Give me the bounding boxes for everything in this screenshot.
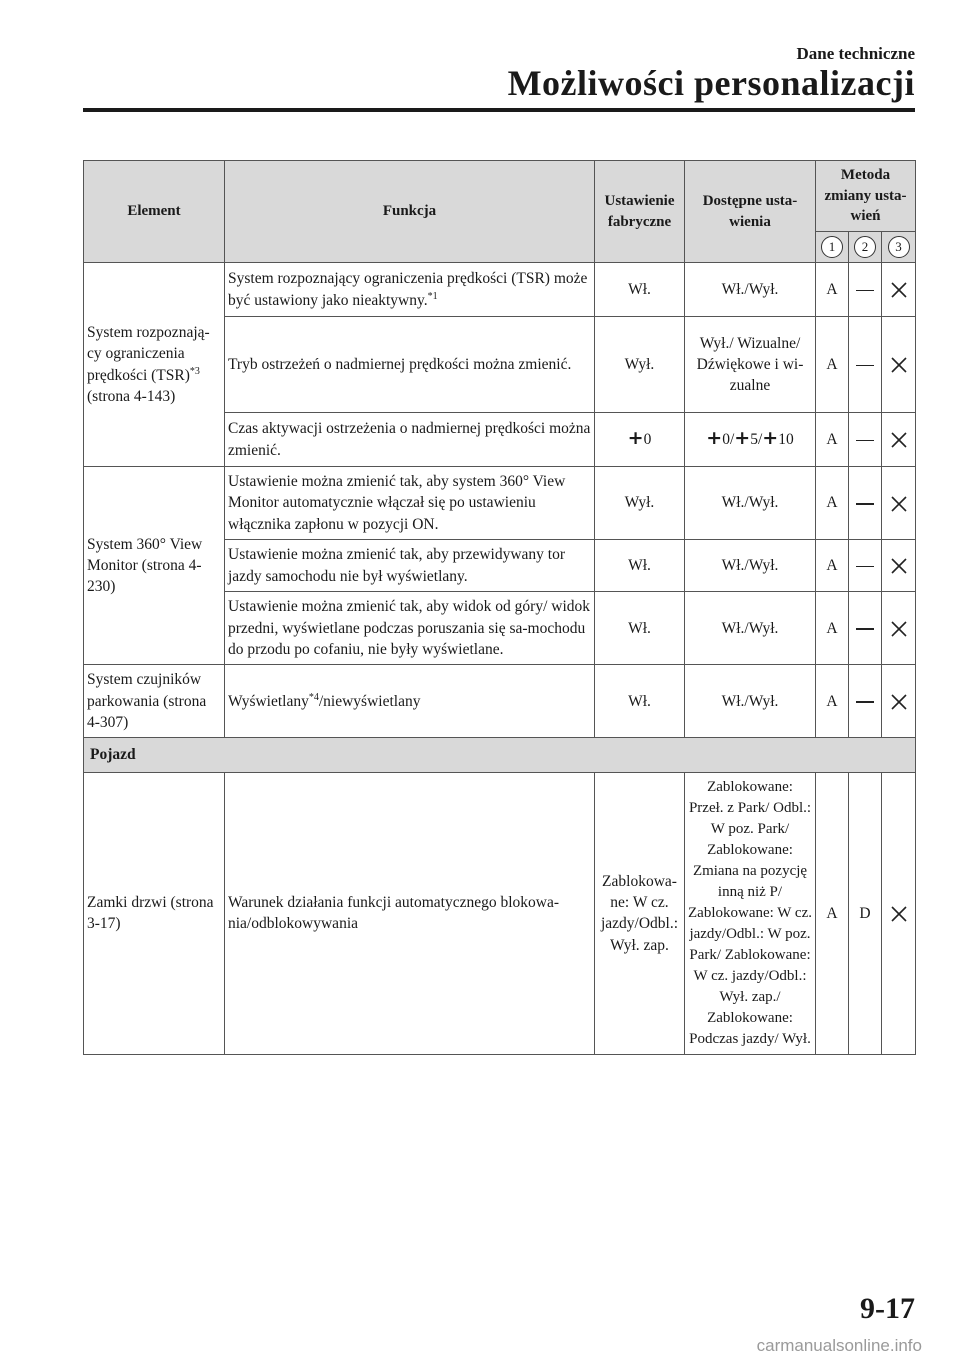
section-label: Dane techniczne — [796, 44, 915, 63]
method-3-icon: 3 — [882, 232, 916, 263]
table-row — [84, 467, 916, 540]
dash-cell — [849, 540, 882, 592]
dash-cell — [849, 413, 882, 467]
method-1-cell: A — [816, 467, 849, 540]
function-cell: Ustawienie można zmienić tak, aby system 360° View Monitor automatycznie włączał się po ustawieniu włącznika zapłonu w pozycji ON. — [225, 467, 595, 540]
plus-icon: + — [762, 426, 779, 449]
header-function: Funkcja — [225, 161, 595, 263]
title-rule — [83, 108, 915, 112]
table-row — [84, 263, 916, 317]
default-cell: Zablokowa-ne: W cz. jazdy/Odbl.: Wył. zap. — [595, 772, 685, 1054]
default-cell: Wył. — [595, 467, 685, 540]
element-360-view: System 360° View Monitor (strona 4-230) — [84, 467, 225, 665]
default-cell: Wł. — [595, 665, 685, 738]
cross-icon — [882, 467, 916, 540]
cross-icon — [882, 772, 916, 1054]
function-cell: Warunek działania funkcji automatycznego blokowa-nia/odblokowywania — [225, 772, 595, 1054]
plus-icon: + — [627, 426, 644, 449]
dash-cell — [849, 665, 882, 738]
cross-icon — [882, 665, 916, 738]
dash-cell — [849, 467, 882, 540]
available-cell: Wł./Wył. — [685, 263, 816, 317]
element-tsr: System rozpoznają-cy ograniczenia prędkości (TSR)$^{*3}$ (strona 4-143) — [84, 263, 225, 467]
cross-icon — [882, 263, 916, 317]
available-cell: +0/+5/+10 — [685, 413, 816, 467]
table-row — [84, 665, 916, 738]
element-parking-sensors: System czujników parkowania (strona 4-307) — [84, 665, 225, 738]
customization-table — [83, 160, 916, 1055]
default-cell: Wył. — [595, 317, 685, 413]
function-cell: Wyświetlany$^{*4}$/niewyświetlany — [225, 665, 595, 738]
available-cell: Wł./Wył. — [685, 467, 816, 540]
group-label: Pojazd — [84, 738, 916, 772]
available-cell: Wył./ Wizualne/ Dźwiękowe i wi-zualne — [685, 317, 816, 413]
method-1-cell: A — [816, 317, 849, 413]
dash-cell — [849, 317, 882, 413]
function-cell: System rozpoznający ograniczenia prędkości (TSR) może być ustawiony jako nieaktywny.$^{*1}$ — [225, 263, 595, 317]
header-default: Ustawienie fabryczne — [595, 161, 685, 263]
method-1-cell: A — [816, 540, 849, 592]
method-1-cell: A — [816, 772, 849, 1054]
header-method: Metoda zmiany usta-wień — [816, 161, 916, 232]
available-cell: Zablokowane: Przeł. z Park/ Odbl.: W poz. Park/ Zablokowane: Zmiana na pozycję inną niż P/ Zablokowane: W cz. jazdy/Odbl.: W poz. Park/ Zablokowane: W cz. jazdy/Odbl.: Wył. zap./ Zablokowane: Podczas jazdy/ Wył. — [685, 772, 816, 1054]
method-2-icon: 2 — [849, 232, 882, 263]
default-cell: +0 — [595, 413, 685, 467]
plus-icon: + — [706, 426, 723, 449]
table-row — [84, 772, 916, 1054]
header-element: Element — [84, 161, 225, 263]
cross-icon — [882, 540, 916, 592]
function-cell: Ustawienie można zmienić tak, aby przewidywany tor jazdy samochodu nie był wyświetlany. — [225, 540, 595, 592]
function-cell: Tryb ostrzeżeń o nadmiernej prędkości można zmienić. — [225, 317, 595, 413]
plus-icon: + — [734, 426, 751, 449]
available-cell: Wł./Wył. — [685, 540, 816, 592]
function-cell: Czas aktywacji ostrzeżenia o nadmiernej prędkości można zmienić. — [225, 413, 595, 467]
element-door-locks: Zamki drzwi (strona 3-17) — [84, 772, 225, 1054]
method-1-cell: A — [816, 665, 849, 738]
header-available: Dostępne usta-wienia — [685, 161, 816, 263]
method-1-cell: A — [816, 592, 849, 665]
method-2-cell: D — [849, 772, 882, 1054]
method-1-icon: 1 — [816, 232, 849, 263]
cross-icon — [882, 317, 916, 413]
default-cell: Wł. — [595, 263, 685, 317]
dash-cell — [849, 592, 882, 665]
method-1-cell: A — [816, 413, 849, 467]
page-title: Możliwości personalizacji — [507, 63, 915, 103]
watermark: carmanualsonline.info — [756, 1336, 922, 1355]
available-cell: Wł./Wył. — [685, 592, 816, 665]
default-cell: Wł. — [595, 540, 685, 592]
available-cell: Wł./Wył. — [685, 665, 816, 738]
cross-icon — [882, 413, 916, 467]
method-1-cell: A — [816, 263, 849, 317]
group-row-vehicle — [84, 738, 916, 772]
default-cell: Wł. — [595, 592, 685, 665]
page-number: 9-17 — [860, 1292, 915, 1325]
function-cell: Ustawienie można zmienić tak, aby widok od góry/ widok przedni, wyświetlane podczas poruszania się sa-mochodu do przodu po cofaniu, nie były wyświetlane. — [225, 592, 595, 665]
cross-icon — [882, 592, 916, 665]
dash-cell — [849, 263, 882, 317]
